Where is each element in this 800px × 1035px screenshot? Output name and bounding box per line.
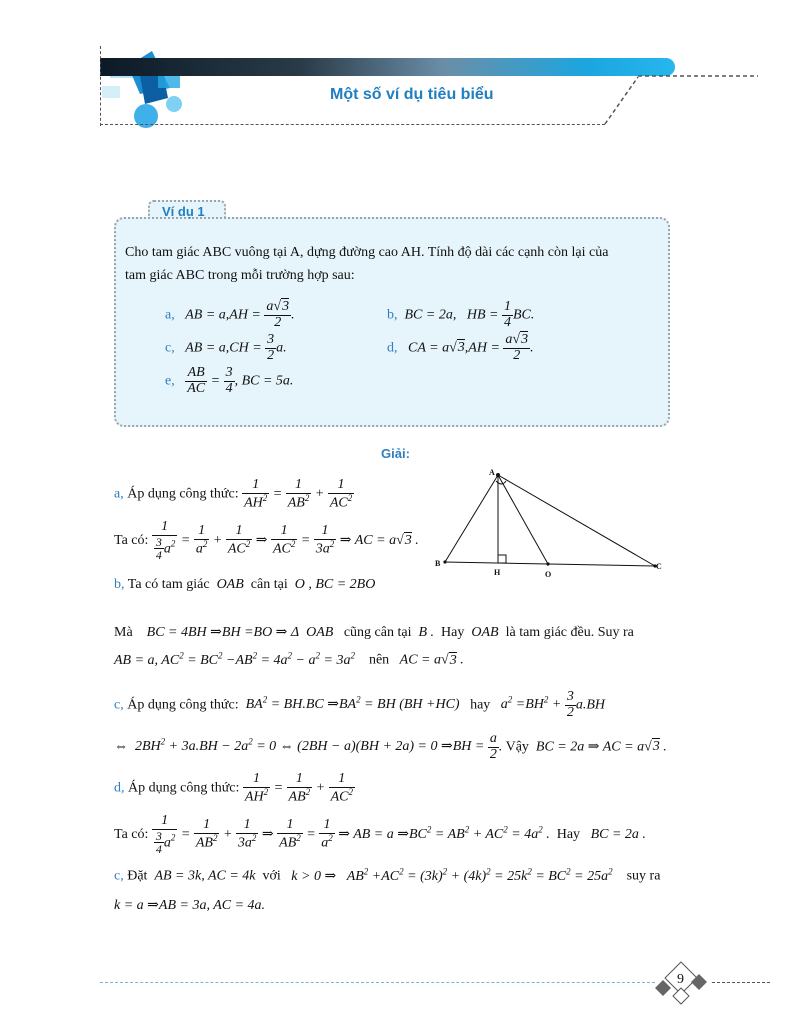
page-number: 9 bbox=[677, 972, 684, 987]
item-label: e, bbox=[165, 373, 175, 389]
footer-dash-right bbox=[712, 982, 770, 983]
solution-label-d: d, bbox=[114, 780, 125, 796]
solution-c-text: Áp dụng công thức: bbox=[127, 697, 239, 713]
solution-d-formula: d, Áp dụng công thức: $\frac{1}{AH^2}$ = $\frac{1}{AB^2}$ + $\frac{1}{AC^2}$ bbox=[114, 771, 353, 805]
example-item-e: e, $\frac{AB}{AC}$ = $\frac{3}{4}$ , BC = 5a. bbox=[165, 365, 294, 396]
header-dash-slant bbox=[600, 72, 760, 128]
example-item-a: a, AB = a,AH = $\frac{a√3}{2}$ . bbox=[165, 299, 295, 330]
solution-b-line3: AB = a, $AC^2 = BC^2 -AB^2 = 4a^2 - a^2 = 3a^2$ nên AC = a√3 . bbox=[114, 650, 464, 668]
solution-label-b: b, bbox=[114, 577, 125, 592]
tam-giac-deu-text: là tam giác đều. Suy ra bbox=[505, 625, 634, 640]
hay-text: Hay bbox=[441, 625, 465, 640]
solution-b-text: Ta có tam giác bbox=[127, 577, 210, 592]
suy-ra-text: suy ra bbox=[626, 868, 661, 884]
diamond-icon bbox=[673, 988, 689, 1004]
median-AO bbox=[498, 475, 548, 564]
solution-c-line1: c, Áp dụng công thức: $BA^2 = BH.BC$ $\Rightarrow BA^2$ = BH (BH +HC) hay $a^2 =BH^2$ + $\frac{3}{2}$ a.BH bbox=[114, 689, 606, 720]
nen-text: nên bbox=[368, 652, 390, 668]
solution-label-c: c, bbox=[114, 697, 124, 713]
item-label: b, bbox=[387, 307, 398, 323]
header-bar bbox=[100, 58, 675, 76]
side-AC bbox=[498, 475, 655, 566]
header-dash-left bbox=[100, 124, 605, 125]
ma-text: Mà bbox=[114, 625, 133, 640]
solution-e-line2: k = a ⇒AB = 3a, AC = 4a. bbox=[114, 898, 266, 913]
page-title: Một số ví dụ tiêu biểu bbox=[330, 86, 494, 103]
hay2-text: hay bbox=[470, 697, 491, 713]
vertex-label-H: H bbox=[494, 568, 501, 577]
example-intro-line2: tam giác ABC trong mỗi trường hợp sau: bbox=[125, 268, 355, 283]
triangle-figure bbox=[430, 465, 670, 583]
solution-b-line2: Mà BC = 4BH ⇒BH =BO ⇒ Δ OAB cũng cân tại B . Hay OAB là tam giác đều. Suy ra bbox=[114, 625, 634, 640]
solution-label-a: a, bbox=[114, 486, 124, 502]
example-intro-line1: Cho tam giác ABC vuông tại A, dựng đường cao AH. Tính độ dài các cạnh còn lại của bbox=[125, 245, 609, 260]
solution-title: Giải: bbox=[381, 446, 410, 461]
ta-co2-text: Ta có: bbox=[114, 827, 149, 843]
example-tab-label: Ví dụ 1 bbox=[162, 204, 205, 219]
side-BC bbox=[445, 562, 655, 566]
vay-text: Vậy bbox=[505, 739, 529, 755]
solution-d-text: Áp dụng công thức: bbox=[128, 780, 240, 796]
example-item-b: b, BC = 2a, HB = $\frac{1}{4}$ BC. bbox=[387, 299, 535, 330]
solution-e-text: Đặt bbox=[127, 868, 148, 884]
solution-a-compute: Ta có: 1 $\frac{3}{4}$ $a^2$ = $\frac{1}{a^2}$ + $\frac{1}{AC^2}$ ⇒ $\frac{1}{AC^2}$ = $\frac{1}{3a^2}$ ⇒ AC = a√3 . bbox=[114, 519, 419, 563]
solution-label-e: c, bbox=[114, 868, 124, 884]
side-AB bbox=[445, 475, 498, 562]
solution-d-compute: Ta có: 1 $\frac{3}{4}$ $a^2$ = $\frac{1}{AB^2}$ + $\frac{1}{3a^2}$ ⇒ $\frac{1}{AB^2}$ = $\frac{1}{a^2}$ ⇒ AB = a $\Rightarrow BC^2 = AB^2 + AC^2 = 4a^2$ . Hay BC = 2a . bbox=[114, 813, 646, 857]
solution-a-formula: a, Áp dụng công thức: $\frac{1}{AH^2}$ = $\frac{1}{AB^2}$ + $\frac{1}{AC^2}$ bbox=[114, 477, 353, 511]
footer-dash-left bbox=[100, 982, 655, 983]
page-number-badge bbox=[655, 958, 715, 1008]
solution-a-text: Áp dụng công thức: bbox=[127, 486, 239, 502]
solution-b-line1: b, Ta có tam giác OAB cân tại O , BC = 2BO bbox=[114, 577, 376, 592]
diamond-icon bbox=[655, 980, 671, 996]
solution-c-line2: ⇔ $2BH^2 + 3a.BH - 2a^2 = 0$ ⇔ (2BH − a)(BH + 2a) = 0 ⇒BH = $\frac{a}{2}$ . Vậy BC = 2a ⇒ AC = a√3 . bbox=[114, 731, 667, 762]
vertex-label-B: B bbox=[435, 559, 441, 568]
solution-e-line1: c, Đặt AB = 3k, AC = 4k với k > 0 ⇒ $AB^2 +AC^2 = (3k)^2 + (4k)^2 = 25k^2 = BC^2 = 25a^2$ suy ra bbox=[114, 866, 661, 884]
header-left-edge bbox=[100, 46, 101, 126]
vertex-label-C: C bbox=[656, 562, 662, 571]
example-item-d: d, CA = a√3,AH = $\frac{a√3}{2}$ . bbox=[387, 332, 534, 363]
item-label: c, bbox=[165, 340, 175, 356]
ta-co-text: Ta có: bbox=[114, 533, 149, 549]
voi-text: với bbox=[262, 868, 281, 884]
hay3-text: Hay bbox=[556, 827, 581, 843]
vertex-label-O: O bbox=[545, 570, 552, 579]
example-item-c: c, AB = a,CH = $\frac{3}{2}$ a. bbox=[165, 332, 287, 363]
right-angle-mark bbox=[498, 555, 506, 563]
item-label: d, bbox=[387, 340, 398, 356]
vertex-label-A: A bbox=[489, 468, 495, 477]
cung-can-tai-text: cũng cân tại bbox=[343, 625, 412, 640]
item-label: a, bbox=[165, 307, 175, 323]
can-tai-text: cân tại bbox=[250, 577, 288, 592]
